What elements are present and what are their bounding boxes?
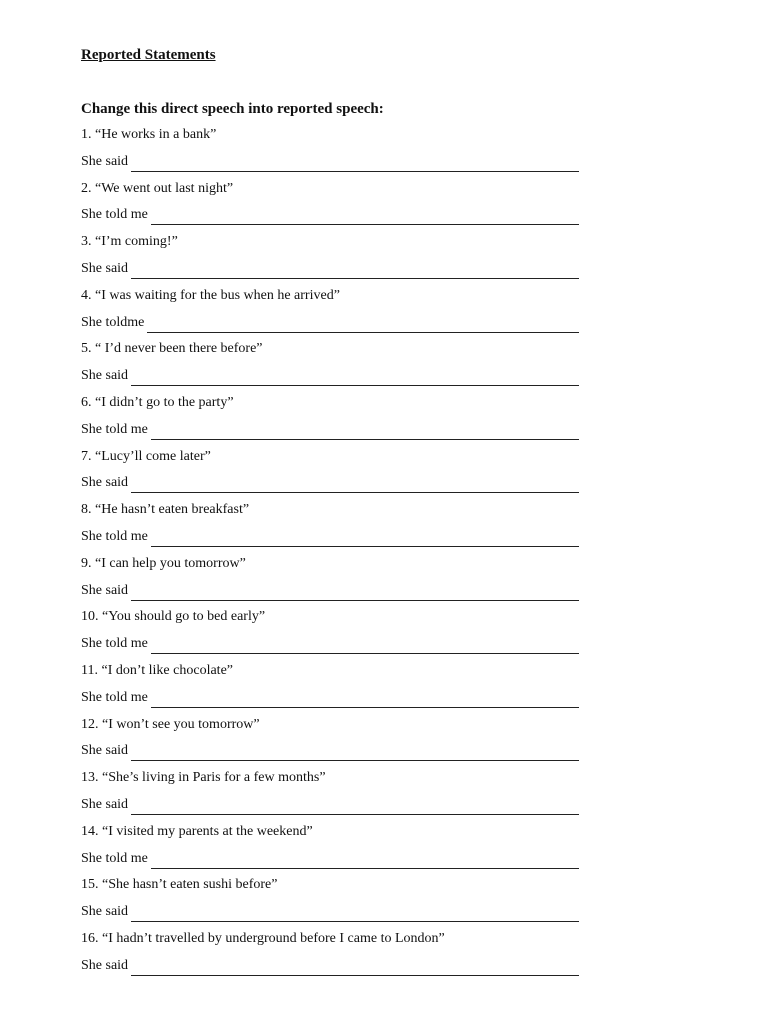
answer-lead: She said (81, 743, 129, 759)
answer-row (81, 527, 601, 547)
answer-row (81, 366, 601, 386)
question-prompt: 16. “I hadn’t travelled by underground before I came to London” (81, 930, 445, 946)
exercise-list (81, 125, 601, 976)
answer-row (81, 205, 601, 225)
answer-blank[interactable] (147, 317, 579, 333)
answer-blank[interactable] (131, 745, 579, 761)
question-prompt: 8. “He hasn’t eaten breakfast” (81, 502, 250, 518)
answer-lead: She said (81, 368, 129, 384)
answer-blank[interactable] (151, 692, 579, 708)
answer-row (81, 152, 601, 172)
answer-lead: She said (81, 796, 129, 812)
question-prompt: 7. “Lucy’ll come later” (81, 448, 211, 464)
question-prompt: 1. “He works in a bank” (81, 127, 217, 142)
answer-blank[interactable] (131, 799, 579, 815)
question-prompt: 4. “I was waiting for the bus when he arrived” (81, 287, 340, 303)
answer-lead: She said (81, 153, 129, 169)
answer-lead: She said (81, 582, 129, 598)
answer-blank[interactable] (151, 531, 579, 547)
answer-row (81, 795, 601, 815)
answer-lead: She told me (81, 421, 148, 437)
question-prompt: 15. “She hasn’t eaten sushi before” (81, 877, 278, 893)
answer-blank[interactable] (131, 585, 579, 601)
question-prompt: 10. “You should go to bed early” (81, 609, 266, 625)
answer-blank[interactable] (151, 424, 579, 440)
answer-blank[interactable] (131, 156, 579, 172)
answer-row (81, 259, 601, 279)
worksheet-page (81, 44, 601, 983)
answer-lead: She told me (81, 528, 148, 544)
answer-blank[interactable] (131, 960, 579, 976)
question-prompt: 14. “I visited my parents at the weekend” (81, 823, 313, 839)
answer-row (81, 849, 601, 869)
answer-blank[interactable] (131, 263, 579, 279)
answer-lead: She told me (81, 207, 148, 223)
answer-blank[interactable] (131, 477, 579, 493)
answer-row (81, 634, 601, 654)
worksheet-title: Reported Statements (81, 47, 216, 63)
question-prompt: 2. “We went out last night” (81, 180, 234, 196)
answer-row (81, 902, 601, 922)
question-prompt: 11. “I don’t like chocolate” (81, 662, 233, 678)
question-prompt: 13. “She’s living in Paris for a few months” (81, 770, 326, 786)
answer-blank[interactable] (131, 370, 579, 386)
answer-row (81, 420, 601, 440)
answer-row (81, 956, 601, 976)
answer-lead: She told me (81, 636, 148, 652)
answer-lead: She said (81, 904, 129, 920)
question-prompt: 12. “I won’t see you tomorrow” (81, 716, 260, 732)
question-prompt: 6. “I didn’t go to the party” (81, 394, 234, 410)
answer-lead: She said (81, 260, 129, 276)
instruction-text: Change this direct speech into reported speech: (81, 101, 384, 117)
answer-lead: She told me (81, 689, 148, 705)
answer-blank[interactable] (151, 638, 579, 654)
answer-blank[interactable] (151, 209, 579, 225)
answer-lead: She said (81, 475, 129, 491)
question-prompt: 9. “I can help you tomorrow” (81, 555, 246, 571)
question-prompt: 3. “I’m coming!” (81, 234, 178, 250)
question-prompt: 5. “ I’d never been there before” (81, 341, 263, 357)
answer-lead: She toldme (81, 314, 145, 330)
answer-lead: She said (81, 957, 129, 973)
answer-row (81, 473, 601, 493)
answer-blank[interactable] (131, 906, 579, 922)
answer-lead: She told me (81, 850, 148, 866)
answer-row (81, 581, 601, 601)
answer-row (81, 741, 601, 761)
answer-row (81, 313, 601, 333)
answer-blank[interactable] (151, 853, 579, 869)
answer-row (81, 688, 601, 708)
